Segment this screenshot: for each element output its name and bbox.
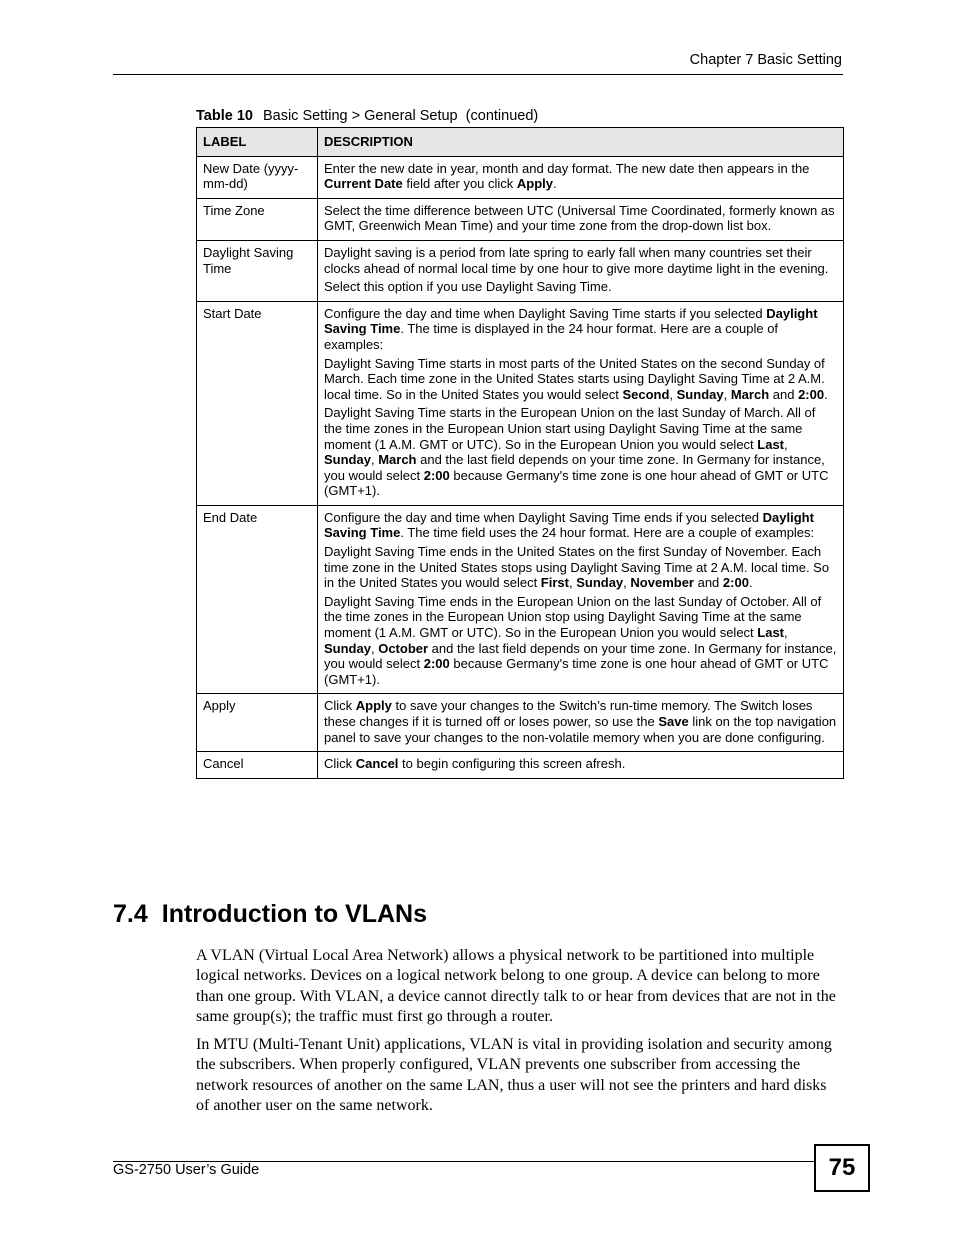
bold-term: First	[540, 575, 569, 591]
text-run: to save your changes to the Switch’s run-time memory. The Switch loses these changes if it is turned off or loses power, so use the	[324, 698, 813, 729]
row-label: Time Zone	[197, 198, 318, 240]
bold-term: Daylight Saving Time	[324, 305, 818, 337]
body-paragraph: A VLAN (Virtual Local Area Network) allows a physical network to be partitioned into multiple logical networks. Devices on a logical network belong to one group. A device can belong to more than one group. With VLAN, a device cannot directly talk to or hear from devices that are not in the same group(s); the traffic must first go through a router.	[196, 947, 836, 1025]
row-description	[318, 198, 844, 240]
bold-term: Sunday	[576, 575, 624, 591]
bold-term: Sunday	[324, 640, 371, 656]
bold-term: Apply	[516, 176, 554, 192]
body-text	[196, 946, 836, 1124]
text-run: ,	[370, 452, 379, 468]
table-caption	[196, 108, 538, 124]
text-run: Enter the new date in year, month and day format. The new date then appears in the	[324, 160, 810, 176]
text-run: . The time field uses the 24 hour format. Here are a couple of examples:	[400, 525, 815, 541]
body-paragraph: In MTU (Multi-Tenant Unit) applications, VLAN is vital in providing isolation and security among the subscribers. When properly configured, VLAN prevents one subscriber from accessing the network resources of another on the same LAN, thus a user will not see the printers and hard disks of another user on the same network.	[196, 1036, 832, 1115]
text-run: Click	[324, 698, 356, 714]
bold-term: Save	[658, 714, 689, 729]
text-run: .	[824, 386, 828, 402]
text-run: ,	[568, 575, 577, 591]
description-paragraph	[324, 544, 837, 591]
bold-term: Sunday	[324, 452, 371, 468]
section-number: 7.4	[113, 900, 148, 928]
table-caption-text: Basic Setting > General Setup (continued)	[262, 108, 539, 124]
text-run: and	[693, 575, 723, 591]
bold-term: 2:00	[798, 386, 825, 402]
text-run: to begin configuring this screen afresh.	[398, 756, 626, 772]
description-paragraph	[324, 306, 837, 353]
text-run: Daylight Saving Time ends in the European Union on the last Sunday of October. All of the time zones in the European Union stop using Daylight Saving Time at the same moment (1 A.M. GMT or UTC). So in the European Union you would select	[324, 593, 822, 641]
description-paragraph	[324, 698, 837, 745]
text-run: ,	[623, 575, 631, 591]
bold-term: March	[730, 386, 770, 402]
page-number: 75	[814, 1144, 870, 1192]
text-run: Select this option if you use Daylight Saving Time.	[324, 279, 612, 295]
text-run: . The time is displayed in the 24 hour format. Here are a couple of examples:	[324, 321, 779, 352]
column-header-description: DESCRIPTION	[318, 128, 844, 157]
description-paragraph	[324, 756, 837, 772]
text-run: because Germany's time zone is one hour ahead of GMT or UTC (GMT+1).	[324, 656, 829, 687]
chapter-header: Chapter 7 Basic Setting	[689, 52, 842, 68]
guide-title: GS-2750 User’s Guide	[113, 1162, 260, 1178]
text-run: ,	[370, 640, 379, 656]
description-paragraph	[324, 161, 837, 192]
section-title: Introduction to VLANs	[161, 900, 428, 928]
row-label: Start Date	[197, 301, 318, 505]
bold-term: Daylight Saving Time	[324, 509, 814, 541]
text-run: field after you click	[402, 176, 517, 192]
text-run: because Germany's time zone is one hour ahead of GMT or UTC (GMT+1).	[324, 467, 829, 499]
row-description	[318, 505, 844, 694]
text-run: link on the top navigation panel to save your changes to the non-volatile memory when you are done configuring.	[324, 714, 837, 745]
table-header-row	[197, 128, 844, 157]
text-run: Configure the day and time when Daylight Saving Time starts if you selected	[324, 305, 767, 321]
row-description	[318, 694, 844, 752]
text-run: and	[769, 386, 799, 402]
table-row	[197, 505, 844, 694]
description-paragraph	[324, 510, 837, 541]
description-paragraph	[324, 594, 837, 688]
text-run: Daylight saving is a period from late spring to early fall when many countries set their clocks ahead of normal local time by one hour to give more daytime light in the evening.	[324, 244, 829, 276]
row-label: New Date (yyyy-mm-dd)	[197, 156, 318, 198]
table-body	[197, 156, 844, 778]
row-label: Daylight Saving Time	[197, 240, 318, 301]
table-row	[197, 694, 844, 752]
header-rule	[113, 74, 843, 75]
bold-term: 2:00	[423, 467, 450, 483]
bold-term: Cancel	[355, 756, 399, 772]
text-run: Select the time difference between UTC (Universal Time Coordinated, formerly known as GMT, Greenwich Mean Time) and your time zone from the drop-down list box.	[324, 202, 835, 234]
text-run: .	[748, 575, 753, 591]
bold-term: Apply	[355, 698, 392, 714]
bold-term: Sunday	[676, 386, 724, 402]
text-run: ,	[723, 386, 731, 402]
text-run: and the last field depends on your time zone. In Germany for instance, you would select	[324, 452, 825, 483]
bold-term: Current Date	[324, 176, 403, 192]
table-row	[197, 301, 844, 505]
text-run: ,	[784, 625, 788, 641]
bold-term: March	[378, 452, 417, 468]
description-paragraph	[324, 203, 837, 234]
row-description	[318, 301, 844, 505]
row-label: Apply	[197, 694, 318, 752]
row-label: End Date	[197, 505, 318, 694]
text-run: Configure the day and time when Daylight Saving Time ends if you selected	[324, 509, 763, 525]
description-paragraph	[324, 356, 837, 403]
text-run: .	[553, 176, 557, 192]
bold-term: 2:00	[722, 575, 749, 591]
row-description	[318, 240, 844, 301]
bold-term: October	[378, 640, 429, 656]
row-description	[318, 752, 844, 779]
bold-term: Last	[757, 436, 785, 452]
text-run: Daylight Saving Time ends in the United States on the first Sunday of November. Each time zone in the United States stops using Daylight Saving Time at 2 A.M. local time. So in the United States you would select	[324, 544, 830, 591]
text-run: Click	[324, 756, 356, 772]
bold-term: 2:00	[423, 656, 450, 672]
table-caption-label: Table 10	[196, 108, 253, 124]
bold-term: Last	[757, 625, 785, 641]
table-row	[197, 752, 844, 779]
text-run: ,	[784, 436, 788, 452]
section-heading	[113, 900, 427, 929]
bold-term: November	[630, 575, 694, 591]
table-row	[197, 240, 844, 301]
bold-term: Second	[622, 386, 670, 402]
row-description	[318, 156, 844, 198]
row-label: Cancel	[197, 752, 318, 779]
table-row	[197, 156, 844, 198]
description-paragraph	[324, 279, 837, 295]
column-header-label: LABEL	[197, 128, 318, 157]
description-paragraph	[324, 405, 837, 499]
text-run: Daylight Saving Time starts in the European Union on the last Sunday of March. All of the time zones in the European Union start using Daylight Saving Time at the same moment (1 A.M. GMT or UTC). So in the European Union you would select	[324, 405, 816, 452]
text-run: Daylight Saving Time starts in most parts of the United States on the second Sunday of March. Each time zone in the United States starts using Daylight Saving Time at 2 A.M. local time. So in the United States you would select	[324, 355, 825, 402]
settings-table	[196, 127, 844, 779]
description-paragraph	[324, 245, 837, 276]
table-row	[197, 198, 844, 240]
text-run: ,	[669, 386, 677, 402]
text-run: and the last field depends on your time zone. In Germany for instance, you would select	[324, 640, 837, 672]
